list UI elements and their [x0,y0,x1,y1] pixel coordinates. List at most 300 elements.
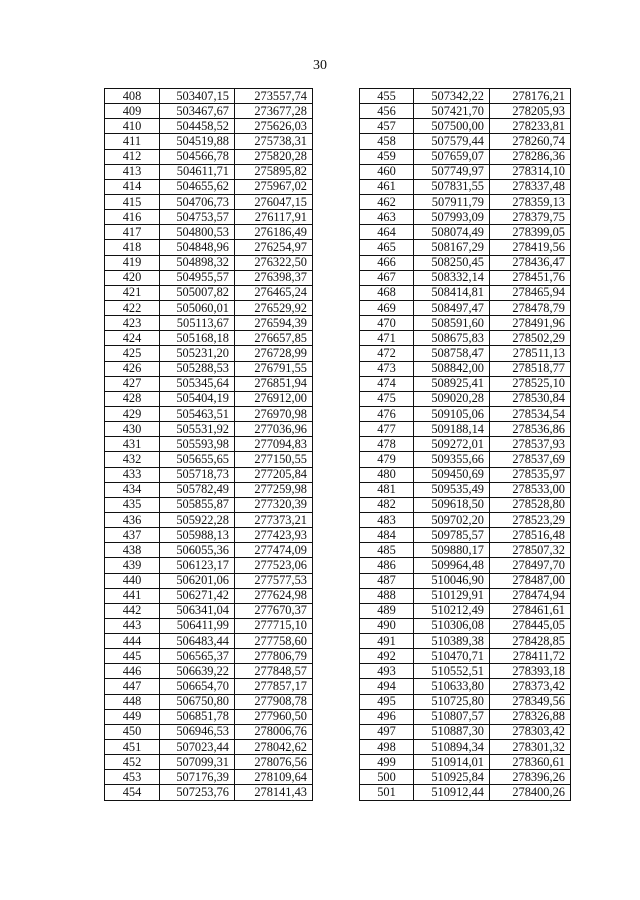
y-coordinate-cell: 276047,15 [235,194,313,209]
y-coordinate-cell: 277205,84 [235,467,313,482]
x-coordinate-cell: 506201,06 [160,573,235,588]
x-coordinate-cell: 503467,67 [160,104,235,119]
x-coordinate-cell: 506271,42 [160,588,235,603]
point-number-cell: 454 [105,785,160,800]
x-coordinate-cell: 504519,88 [160,134,235,149]
x-coordinate-cell: 505168,18 [160,331,235,346]
x-coordinate-cell: 509020,28 [414,391,490,406]
point-number-cell: 468 [360,285,414,300]
y-coordinate-cell: 278507,32 [490,543,571,558]
table-row [105,770,313,785]
y-coordinate-cell: 276657,85 [235,331,313,346]
x-coordinate-cell: 509450,69 [414,467,490,482]
y-coordinate-cell: 278109,64 [235,770,313,785]
y-coordinate-cell: 275738,31 [235,134,313,149]
table-row [360,331,571,346]
point-number-cell: 480 [360,467,414,482]
x-coordinate-cell: 504955,57 [160,270,235,285]
x-coordinate-cell: 505007,82 [160,285,235,300]
table-row [105,634,313,649]
y-coordinate-cell: 277259,98 [235,482,313,497]
point-number-cell: 424 [105,331,160,346]
table-row [360,194,571,209]
table-row [105,512,313,527]
table-row [105,649,313,664]
y-coordinate-cell: 278518,77 [490,361,571,376]
y-coordinate-cell: 278525,10 [490,376,571,391]
y-coordinate-cell: 278042,62 [235,740,313,755]
point-number-cell: 467 [360,270,414,285]
point-number-cell: 426 [105,361,160,376]
point-number-cell: 416 [105,210,160,225]
y-coordinate-cell: 278516,48 [490,528,571,543]
point-number-cell: 493 [360,664,414,679]
point-number-cell: 476 [360,406,414,421]
y-coordinate-cell: 275820,28 [235,149,313,164]
y-coordinate-cell: 276529,92 [235,300,313,315]
y-coordinate-cell: 278436,47 [490,255,571,270]
y-coordinate-cell: 277806,79 [235,649,313,664]
x-coordinate-cell: 508074,49 [414,225,490,240]
y-coordinate-cell: 278461,61 [490,603,571,618]
x-coordinate-cell: 508591,60 [414,316,490,331]
x-coordinate-cell: 506565,37 [160,649,235,664]
x-coordinate-cell: 505113,67 [160,316,235,331]
point-number-cell: 436 [105,512,160,527]
y-coordinate-cell: 278286,36 [490,149,571,164]
table-row [105,603,313,618]
point-number-cell: 428 [105,391,160,406]
table-row [360,679,571,694]
point-number-cell: 438 [105,543,160,558]
point-number-cell: 425 [105,346,160,361]
point-number-cell: 490 [360,618,414,633]
table-row [105,740,313,755]
table-row [360,573,571,588]
table-row [105,437,313,452]
y-coordinate-cell: 278419,56 [490,240,571,255]
y-coordinate-cell: 278314,10 [490,164,571,179]
point-number-cell: 484 [360,528,414,543]
point-number-cell: 451 [105,740,160,755]
point-number-cell: 423 [105,316,160,331]
table-row [105,618,313,633]
x-coordinate-cell: 506750,80 [160,694,235,709]
table-row [360,225,571,240]
x-coordinate-cell: 510212,49 [414,603,490,618]
y-coordinate-cell: 277423,93 [235,528,313,543]
point-number-cell: 460 [360,164,414,179]
table-row [360,482,571,497]
table-row [105,316,313,331]
point-number-cell: 470 [360,316,414,331]
y-coordinate-cell: 276970,98 [235,406,313,421]
y-coordinate-cell: 278445,05 [490,618,571,633]
y-coordinate-cell: 276186,49 [235,225,313,240]
x-coordinate-cell: 505855,87 [160,497,235,512]
y-coordinate-cell: 278465,94 [490,285,571,300]
table-row [360,149,571,164]
x-coordinate-cell: 505922,28 [160,512,235,527]
point-number-cell: 464 [360,225,414,240]
table-row [360,618,571,633]
x-coordinate-cell: 509618,50 [414,497,490,512]
table-row [360,785,571,800]
y-coordinate-cell: 277523,06 [235,558,313,573]
table-row [360,528,571,543]
x-coordinate-cell: 510046,90 [414,573,490,588]
y-coordinate-cell: 278528,80 [490,497,571,512]
y-coordinate-cell: 276791,55 [235,361,313,376]
table-row [105,346,313,361]
y-coordinate-cell: 275895,82 [235,164,313,179]
table-row [360,300,571,315]
point-number-cell: 432 [105,452,160,467]
x-coordinate-cell: 505593,98 [160,437,235,452]
table-row [105,482,313,497]
table-row [360,467,571,482]
x-coordinate-cell: 505782,49 [160,482,235,497]
y-coordinate-cell: 276728,99 [235,346,313,361]
x-coordinate-cell: 508758,47 [414,346,490,361]
y-coordinate-cell: 276322,50 [235,255,313,270]
table-row [360,89,571,104]
point-number-cell: 458 [360,134,414,149]
x-coordinate-cell: 510925,84 [414,770,490,785]
table-row [360,270,571,285]
x-coordinate-cell: 506055,36 [160,543,235,558]
y-coordinate-cell: 277857,17 [235,679,313,694]
point-number-cell: 472 [360,346,414,361]
table-row [105,361,313,376]
table-row [105,225,313,240]
y-coordinate-cell: 278451,76 [490,270,571,285]
x-coordinate-cell: 506654,70 [160,679,235,694]
point-number-cell: 497 [360,724,414,739]
x-coordinate-cell: 504458,52 [160,119,235,134]
point-number-cell: 412 [105,149,160,164]
x-coordinate-cell: 506639,22 [160,664,235,679]
x-coordinate-cell: 505060,01 [160,300,235,315]
point-number-cell: 501 [360,785,414,800]
table-row [105,376,313,391]
y-coordinate-cell: 278537,69 [490,452,571,467]
point-number-cell: 422 [105,300,160,315]
x-coordinate-cell: 510470,71 [414,649,490,664]
x-coordinate-cell: 504898,32 [160,255,235,270]
point-number-cell: 487 [360,573,414,588]
table-row [105,785,313,800]
point-number-cell: 479 [360,452,414,467]
x-coordinate-cell: 507831,55 [414,179,490,194]
y-coordinate-cell: 275967,02 [235,179,313,194]
point-number-cell: 489 [360,603,414,618]
x-coordinate-cell: 509785,57 [414,528,490,543]
point-number-cell: 492 [360,649,414,664]
y-coordinate-cell: 278393,18 [490,664,571,679]
point-number-cell: 420 [105,270,160,285]
point-number-cell: 478 [360,437,414,452]
y-coordinate-cell: 278478,79 [490,300,571,315]
x-coordinate-cell: 507500,00 [414,119,490,134]
y-coordinate-cell: 277960,50 [235,709,313,724]
table-row [105,194,313,209]
x-coordinate-cell: 507023,44 [160,740,235,755]
y-coordinate-cell: 278076,56 [235,755,313,770]
table-row [360,119,571,134]
table-row [105,664,313,679]
point-number-cell: 461 [360,179,414,194]
table-row [105,406,313,421]
table-row [105,709,313,724]
y-coordinate-cell: 273677,28 [235,104,313,119]
x-coordinate-cell: 506946,53 [160,724,235,739]
y-coordinate-cell: 277848,57 [235,664,313,679]
point-number-cell: 429 [105,406,160,421]
point-number-cell: 449 [105,709,160,724]
table-row [360,376,571,391]
y-coordinate-cell: 277320,39 [235,497,313,512]
point-number-cell: 431 [105,437,160,452]
table-row [105,255,313,270]
x-coordinate-cell: 509188,14 [414,422,490,437]
y-coordinate-cell: 278359,13 [490,194,571,209]
table-row [105,210,313,225]
table-row [360,603,571,618]
point-number-cell: 455 [360,89,414,104]
point-number-cell: 414 [105,179,160,194]
y-coordinate-cell: 275626,03 [235,119,313,134]
point-number-cell: 498 [360,740,414,755]
x-coordinate-cell: 510887,30 [414,724,490,739]
point-number-cell: 446 [105,664,160,679]
table-row [105,755,313,770]
x-coordinate-cell: 507579,44 [414,134,490,149]
x-coordinate-cell: 506123,17 [160,558,235,573]
table-row [105,558,313,573]
x-coordinate-cell: 510725,80 [414,694,490,709]
point-number-cell: 466 [360,255,414,270]
table-row [360,543,571,558]
y-coordinate-cell: 278233,81 [490,119,571,134]
point-number-cell: 485 [360,543,414,558]
x-coordinate-cell: 506483,44 [160,634,235,649]
x-coordinate-cell: 505531,92 [160,422,235,437]
x-coordinate-cell: 509272,01 [414,437,490,452]
table-row [105,543,313,558]
table-row [360,391,571,406]
point-number-cell: 445 [105,649,160,664]
x-coordinate-cell: 507659,07 [414,149,490,164]
point-number-cell: 453 [105,770,160,785]
y-coordinate-cell: 278379,75 [490,210,571,225]
table-row [105,573,313,588]
x-coordinate-cell: 509702,20 [414,512,490,527]
point-number-cell: 419 [105,255,160,270]
point-number-cell: 417 [105,225,160,240]
table-row [105,300,313,315]
table-row [105,331,313,346]
point-number-cell: 474 [360,376,414,391]
table-row [360,694,571,709]
table-row [105,179,313,194]
y-coordinate-cell: 277908,78 [235,694,313,709]
y-coordinate-cell: 276851,94 [235,376,313,391]
point-number-cell: 477 [360,422,414,437]
y-coordinate-cell: 278497,70 [490,558,571,573]
point-number-cell: 408 [105,89,160,104]
table-row [360,104,571,119]
y-coordinate-cell: 278511,13 [490,346,571,361]
y-coordinate-cell: 278487,00 [490,573,571,588]
coordinate-table-right [359,88,571,801]
table-row [360,452,571,467]
x-coordinate-cell: 510389,38 [414,634,490,649]
y-coordinate-cell: 278349,56 [490,694,571,709]
point-number-cell: 409 [105,104,160,119]
x-coordinate-cell: 508675,83 [414,331,490,346]
x-coordinate-cell: 510914,01 [414,755,490,770]
y-coordinate-cell: 278474,94 [490,588,571,603]
x-coordinate-cell: 507099,31 [160,755,235,770]
table-row [360,558,571,573]
x-coordinate-cell: 509355,66 [414,452,490,467]
table-row [360,740,571,755]
y-coordinate-cell: 278326,88 [490,709,571,724]
x-coordinate-cell: 508842,00 [414,361,490,376]
table-row [105,391,313,406]
y-coordinate-cell: 276398,37 [235,270,313,285]
table-row [360,664,571,679]
point-number-cell: 483 [360,512,414,527]
point-number-cell: 430 [105,422,160,437]
x-coordinate-cell: 505404,19 [160,391,235,406]
y-coordinate-cell: 277094,83 [235,437,313,452]
point-number-cell: 496 [360,709,414,724]
table-row [105,119,313,134]
point-number-cell: 410 [105,119,160,134]
y-coordinate-cell: 278502,29 [490,331,571,346]
x-coordinate-cell: 507993,09 [414,210,490,225]
y-coordinate-cell: 276594,39 [235,316,313,331]
point-number-cell: 437 [105,528,160,543]
y-coordinate-cell: 278537,93 [490,437,571,452]
table-row [360,255,571,270]
y-coordinate-cell: 277624,98 [235,588,313,603]
point-number-cell: 411 [105,134,160,149]
x-coordinate-cell: 505988,13 [160,528,235,543]
table-row [105,134,313,149]
table-row [360,724,571,739]
x-coordinate-cell: 510912,44 [414,785,490,800]
y-coordinate-cell: 278141,43 [235,785,313,800]
point-number-cell: 450 [105,724,160,739]
y-coordinate-cell: 278530,84 [490,391,571,406]
point-number-cell: 500 [360,770,414,785]
y-coordinate-cell: 278303,42 [490,724,571,739]
table-row [105,270,313,285]
x-coordinate-cell: 504611,71 [160,164,235,179]
x-coordinate-cell: 508414,81 [414,285,490,300]
y-coordinate-cell: 278260,74 [490,134,571,149]
y-coordinate-cell: 278523,29 [490,512,571,527]
x-coordinate-cell: 503407,15 [160,89,235,104]
point-number-cell: 433 [105,467,160,482]
point-number-cell: 427 [105,376,160,391]
point-number-cell: 475 [360,391,414,406]
table-row [105,240,313,255]
point-number-cell: 494 [360,679,414,694]
table-row [360,649,571,664]
x-coordinate-cell: 510894,34 [414,740,490,755]
x-coordinate-cell: 505345,64 [160,376,235,391]
point-number-cell: 473 [360,361,414,376]
y-coordinate-cell: 278411,72 [490,649,571,664]
x-coordinate-cell: 505463,51 [160,406,235,421]
x-coordinate-cell: 509964,48 [414,558,490,573]
point-number-cell: 459 [360,149,414,164]
x-coordinate-cell: 504848,96 [160,240,235,255]
y-coordinate-cell: 278360,61 [490,755,571,770]
table-row [360,755,571,770]
point-number-cell: 488 [360,588,414,603]
x-coordinate-cell: 510807,57 [414,709,490,724]
point-number-cell: 462 [360,194,414,209]
table-row [105,694,313,709]
point-number-cell: 442 [105,603,160,618]
x-coordinate-cell: 508332,14 [414,270,490,285]
table-row [360,210,571,225]
y-coordinate-cell: 276912,00 [235,391,313,406]
x-coordinate-cell: 508250,45 [414,255,490,270]
point-number-cell: 457 [360,119,414,134]
x-coordinate-cell: 510552,51 [414,664,490,679]
y-coordinate-cell: 278205,93 [490,104,571,119]
x-coordinate-cell: 505288,53 [160,361,235,376]
point-number-cell: 456 [360,104,414,119]
y-coordinate-cell: 277758,60 [235,634,313,649]
y-coordinate-cell: 278534,54 [490,406,571,421]
point-number-cell: 452 [105,755,160,770]
table-row [360,588,571,603]
point-number-cell: 447 [105,679,160,694]
table-row [360,346,571,361]
table-row [105,528,313,543]
point-number-cell: 444 [105,634,160,649]
x-coordinate-cell: 509105,06 [414,406,490,421]
table-row [105,89,313,104]
y-coordinate-cell: 278400,26 [490,785,571,800]
point-number-cell: 413 [105,164,160,179]
table-row [360,179,571,194]
x-coordinate-cell: 505231,20 [160,346,235,361]
x-coordinate-cell: 508925,41 [414,376,490,391]
coordinate-table-left [104,88,313,801]
table-row [360,406,571,421]
x-coordinate-cell: 504655,62 [160,179,235,194]
point-number-cell: 469 [360,300,414,315]
x-coordinate-cell: 505655,65 [160,452,235,467]
x-coordinate-cell: 507421,70 [414,104,490,119]
y-coordinate-cell: 277150,55 [235,452,313,467]
point-number-cell: 440 [105,573,160,588]
x-coordinate-cell: 509880,17 [414,543,490,558]
y-coordinate-cell: 278399,05 [490,225,571,240]
point-number-cell: 495 [360,694,414,709]
point-number-cell: 482 [360,497,414,512]
y-coordinate-cell: 277577,53 [235,573,313,588]
y-coordinate-cell: 278535,97 [490,467,571,482]
